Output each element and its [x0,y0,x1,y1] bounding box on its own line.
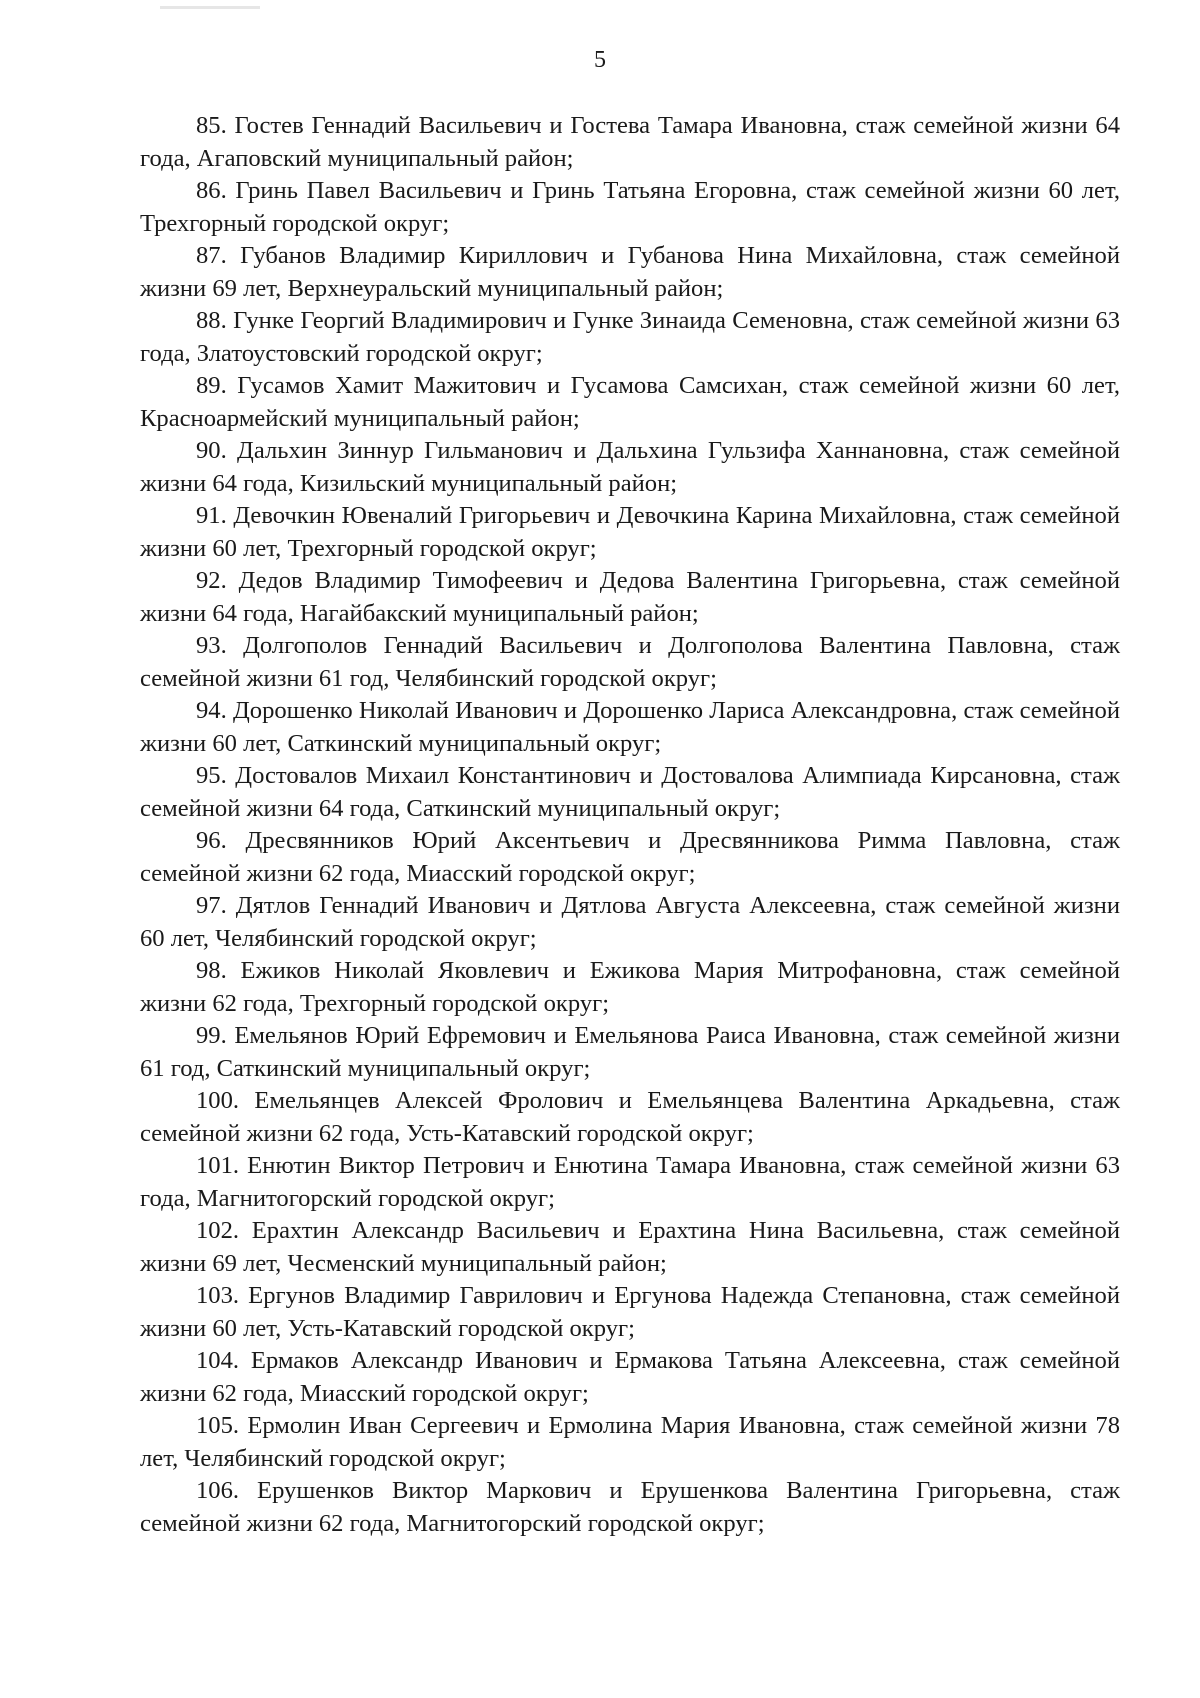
list-item: 97. Дятлов Геннадий Иванович и Дятлова Августа Алексеевна, стаж семейной жизни 60 лет, Челябинский городской округ; [140,892,1120,952]
list-item: 99. Емельянов Юрий Ефремович и Емельянова Раиса Ивановна, стаж семейной жизни 61 год, Саткинский муниципальный округ; [140,1022,1120,1082]
list-item: 98. Ежиков Николай Яковлевич и Ежикова Мария Митрофановна, стаж семейной жизни 62 года, Трехгорный городской округ; [140,957,1120,1017]
list-item: 103. Ергунов Владимир Гаврилович и Ергунова Надежда Степановна, стаж семейной жизни 60 лет, Усть-Катавский городской округ; [140,1282,1120,1342]
page-number: 5 [594,47,606,73]
entries-list [140,110,1120,1540]
list-item: 94. Дорошенко Николай Иванович и Дорошенко Лариса Александровна, стаж семейной жизни 60 лет, Саткинский муниципальный округ; [140,697,1120,757]
list-item: 100. Емельянцев Алексей Фролович и Емельянцева Валентина Аркадьевна, стаж семейной жизни 62 года, Усть-Катавский городской округ; [140,1087,1120,1147]
scan-artifact [160,6,260,9]
list-item: 105. Ермолин Иван Сергеевич и Ермолина Мария Ивановна, стаж семейной жизни 78 лет, Челябинский городской округ; [140,1412,1120,1472]
list-item: 104. Ермаков Александр Иванович и Ермакова Татьяна Алексеевна, стаж семейной жизни 62 года, Миасский городской округ; [140,1347,1120,1407]
list-item: 92. Дедов Владимир Тимофеевич и Дедова Валентина Григорьевна, стаж семейной жизни 64 года, Нагайбакский муниципальный район; [140,567,1120,627]
list-item: 85. Гостев Геннадий Васильевич и Гостева Тамара Ивановна, стаж семейной жизни 64 года, Агаповский муниципальный район; [140,112,1120,172]
list-item: 88. Гунке Георгий Владимирович и Гунке Зинаида Семеновна, стаж семейной жизни 63 года, Златоустовский городской округ; [140,307,1120,367]
list-item: 106. Ерушенков Виктор Маркович и Ерушенкова Валентина Григорьевна, стаж семейной жизни 62 года, Магнитогорский городской округ; [140,1477,1120,1537]
list-item: 101. Енютин Виктор Петрович и Енютина Тамара Ивановна, стаж семейной жизни 63 года, Магнитогорский городской округ; [140,1152,1120,1212]
list-item: 96. Дресвянников Юрий Аксентьевич и Дресвянникова Римма Павловна, стаж семейной жизни 62 года, Миасский городской округ; [140,827,1120,887]
list-item: 91. Девочкин Ювеналий Григорьевич и Девочкина Карина Михайловна, стаж семейной жизни 60 лет, Трехгорный городской округ; [140,502,1120,562]
list-item: 87. Губанов Владимир Кириллович и Губанова Нина Михайловна, стаж семейной жизни 69 лет, Верхнеуральский муниципальный район; [140,242,1120,302]
list-item: 93. Долгополов Геннадий Васильевич и Долгополова Валентина Павловна, стаж семейной жизни 61 год, Челябинский городской округ; [140,632,1120,692]
list-item: 95. Достовалов Михаил Константинович и Достовалова Алимпиада Кирсановна, стаж семейной жизни 64 года, Саткинский муниципальный округ; [140,762,1120,822]
list-item: 90. Дальхин Зиннур Гильманович и Дальхина Гульзифа Ханнановна, стаж семейной жизни 64 года, Кизильский муниципальный район; [140,437,1120,497]
list-item: 89. Гусамов Хамит Мажитович и Гусамова Самсихан, стаж семейной жизни 60 лет, Красноармейский муниципальный район; [140,372,1120,432]
list-item: 102. Ерахтин Александр Васильевич и Ерахтина Нина Васильевна, стаж семейной жизни 69 лет, Чесменский муниципальный район; [140,1217,1120,1277]
list-item: 86. Гринь Павел Васильевич и Гринь Татьяна Егоровна, стаж семейной жизни 60 лет, Трехгорный городской округ; [140,177,1120,237]
